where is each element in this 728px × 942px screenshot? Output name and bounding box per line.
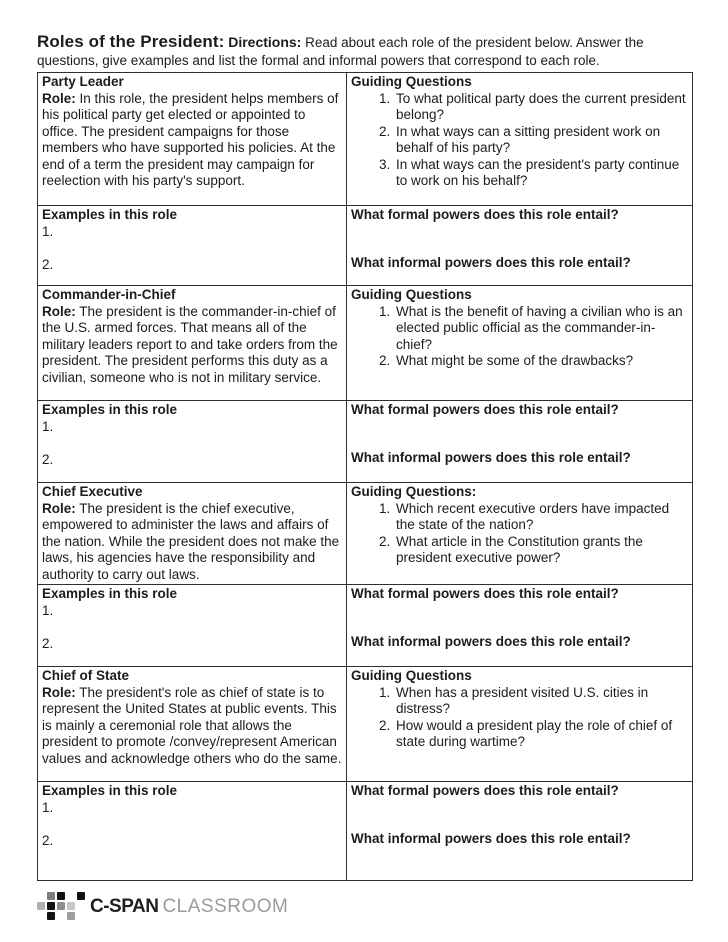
examples-cell [38,401,347,483]
example-item-2: 2. [42,833,54,848]
footer [0,892,728,922]
table-row-examples-commander-in-chief [38,401,693,483]
formal-powers-question: What formal powers does this role entail? [351,783,619,798]
powers-cell [347,782,693,881]
table-row-role-chief-executive [38,483,693,585]
guiding-questions-list [351,304,688,370]
powers-cell [347,206,693,286]
powers-cell [347,585,693,667]
directions-label: Directions: [228,34,302,50]
table-row-examples-chief-executive [38,585,693,667]
role-description: Role: The president's role as chief of state is to represent the United States at public events. This is mainly a ceremonial role that allows the president to promote /convey/represent American values and acknowledge others who do the same. [42,684,342,766]
guiding-question: 1. Which recent executive orders have impacted the state of the nation? [394,501,688,534]
guiding-question: 3. In what ways can the president's party continue to work on his behalf? [394,157,688,190]
informal-powers-question: What informal powers does this role entail? [351,449,631,465]
table-row-role-commander-in-chief [38,286,693,401]
roles-table [37,72,693,881]
guiding-questions-cell [347,667,693,782]
example-item-2: 2. [42,636,54,651]
example-item-2: 2. [42,257,54,272]
examples-heading: Examples in this role [42,402,178,417]
role-cell-party-leader [38,73,347,206]
guiding-questions-cell [347,286,693,401]
role-cell-chief-executive [38,483,347,585]
role-title: Party Leader [42,74,124,89]
formal-powers-question: What formal powers does this role entail? [351,207,619,222]
guiding-questions-heading: Guiding Questions [351,74,472,89]
informal-powers-question: What informal powers does this role entail? [351,254,631,270]
example-item-1: 1. [42,602,54,618]
guiding-question: 1. To what political party does the current president belong? [394,91,688,124]
guiding-questions-heading: Guiding Questions [351,668,472,683]
guiding-question: 2. What article in the Constitution grants the president executive power? [394,534,688,567]
document-header [37,33,692,70]
guiding-question: 2. In what ways can a sitting president work on behalf of his party? [394,124,688,157]
guiding-question: 1. What is the benefit of having a civilian who is an elected public official as the commander-in-chief? [394,304,688,354]
guiding-questions-list [351,91,688,190]
role-label: Role: [42,90,76,106]
table-row-examples-party-leader [38,206,693,286]
guiding-question: 1. When has a president visited U.S. cities in distress? [394,685,688,718]
examples-cell [38,585,347,667]
role-description: Role: The president is the chief executive, empowered to administer the laws and affairs of the nation. While the president does not make the laws, his agencies have the responsibility and authority to carry out laws. [42,500,340,582]
examples-cell [38,782,347,881]
informal-powers-question: What informal powers does this role entail? [351,830,631,846]
role-title: Chief Executive [42,484,143,499]
role-label: Role: [42,684,76,700]
examples-cell [38,206,347,286]
table-row-role-chief-of-state [38,667,693,782]
examples-heading: Examples in this role [42,207,178,222]
table-row-role-party-leader [38,73,693,206]
formal-powers-question: What formal powers does this role entail? [351,586,619,601]
informal-powers-question: What informal powers does this role entail? [351,633,631,649]
role-cell-commander-in-chief [38,286,347,401]
guiding-questions-list [351,685,688,751]
examples-heading: Examples in this role [42,586,178,601]
formal-powers-question: What formal powers does this role entail? [351,402,619,417]
role-title: Chief of State [42,668,130,683]
page-title: Roles of the President: [37,32,225,51]
guiding-question: 2. How would a president play the role of chief of state during wartime? [394,718,688,751]
guiding-question: 2. What might be some of the drawbacks? [394,353,688,370]
example-item-1: 1. [42,418,54,434]
guiding-questions-cell [347,483,693,585]
guiding-questions-heading: Guiding Questions: [351,484,477,499]
example-item-1: 1. [42,799,54,815]
role-description: Role: In this role, the president helps members of his political party get elected or appointed to office. The president campaigns for those members who have supported his policies. At the end of a term the president may campaign for reelection with his party's support. [42,90,339,188]
example-item-1: 1. [42,223,54,239]
powers-cell [347,401,693,483]
classroom-logo-text: CLASSROOM [162,896,289,917]
role-title: Commander-in-Chief [42,287,176,302]
directions-text: Read about each role of the president below. Answer the questions, give examples and list the formal and informal powers that correspond to each role. [37,35,644,68]
guiding-questions-cell [347,73,693,206]
role-label: Role: [42,303,76,319]
examples-heading: Examples in this role [42,783,178,798]
role-description: Role: The president is the commander-in-chief of the U.S. armed forces. That means all of the military leaders report to and take orders from the president. The president performs this duty as a civilian, someone who is not in military service. [42,303,338,385]
cspan-logo-icon [37,892,87,922]
table-row-examples-chief-of-state [38,782,693,881]
role-label: Role: [42,500,76,516]
example-item-2: 2. [42,452,54,467]
guiding-questions-list [351,501,688,567]
guiding-questions-heading: Guiding Questions [351,287,472,302]
role-cell-chief-of-state [38,667,347,782]
cspan-logo-text: C-SPAN [90,896,159,917]
